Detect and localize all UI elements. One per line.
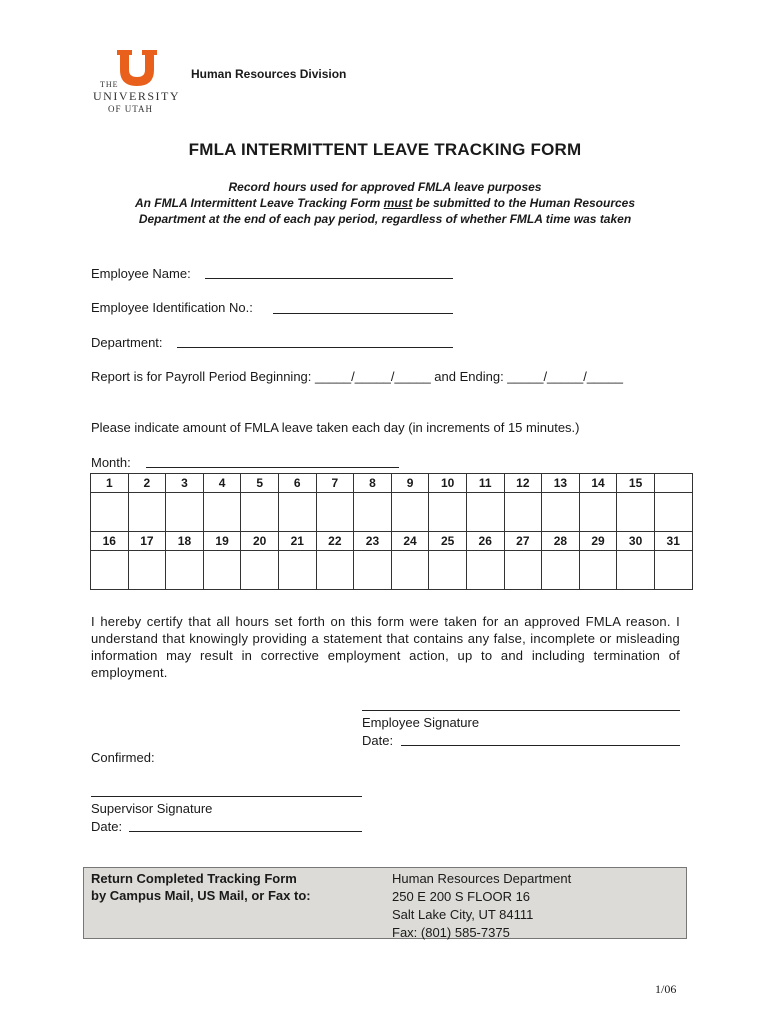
day-cell: 21	[278, 532, 316, 551]
return-address	[392, 870, 571, 942]
calendar-day-row	[91, 474, 693, 493]
division-name: Human Resources Division	[191, 67, 347, 81]
hours-entry-cell[interactable]	[354, 551, 392, 590]
hours-entry-cell[interactable]	[278, 493, 316, 532]
return-line-1: Return Completed Tracking Form	[91, 871, 297, 886]
supervisor-signature-label: Supervisor Signature	[91, 801, 213, 816]
hours-entry-cell[interactable]	[316, 551, 354, 590]
calendar-hours-row	[91, 493, 693, 532]
hours-entry-cell[interactable]	[504, 551, 542, 590]
hours-entry-cell[interactable]	[166, 551, 204, 590]
day-cell: 2	[128, 474, 166, 493]
return-dept: Human Resources Department	[392, 871, 572, 886]
day-cell: 3	[166, 474, 204, 493]
day-cell: 11	[466, 474, 504, 493]
form-subtitle-2: An FMLA Intermittent Leave Tracking Form must be submitted to the Human Resources	[134, 196, 636, 210]
form-title: FMLA INTERMITTENT LEAVE TRACKING FORM	[188, 140, 582, 159]
day-cell: 19	[203, 532, 241, 551]
hours-entry-cell[interactable]	[128, 551, 166, 590]
certification-text: I hereby certify that all hours set forth on this form were taken for an approved FMLA reason. I understand that knowingly providing a statement that contains any false, incomplete or misleading information may result in corrective employment action, up to and including termination of employment.	[91, 614, 680, 680]
hours-entry-cell[interactable]	[617, 551, 655, 590]
confirmed-label: Confirmed:	[91, 750, 155, 765]
hours-entry-cell[interactable]	[278, 551, 316, 590]
hours-entry-cell[interactable]	[316, 493, 354, 532]
return-line-2: by Campus Mail, US Mail, or Fax to:	[91, 888, 311, 903]
day-cell: 14	[579, 474, 617, 493]
return-instructions-heading	[91, 870, 311, 904]
employee-id-label: Employee Identification No.:	[91, 300, 253, 315]
logo-the-text: THE	[100, 80, 119, 89]
return-street: 250 E 200 S FLOOR 16	[392, 889, 531, 904]
payroll-period-field[interactable]: Report is for Payroll Period Beginning: _____/_____/_____ and Ending: _____/_____/_____	[91, 369, 623, 384]
day-cell: 5	[241, 474, 279, 493]
department-label: Department:	[91, 335, 163, 350]
day-cell: 9	[391, 474, 429, 493]
day-cell: 18	[166, 532, 204, 551]
hours-entry-cell[interactable]	[391, 551, 429, 590]
supervisor-date-field[interactable]	[129, 831, 362, 832]
day-cell: 6	[278, 474, 316, 493]
supervisor-signature-field[interactable]	[91, 796, 362, 797]
university-u-logo-icon	[117, 50, 157, 86]
hours-entry-cell[interactable]	[542, 551, 580, 590]
hours-entry-cell[interactable]	[391, 493, 429, 532]
hours-entry-cell[interactable]	[354, 493, 392, 532]
day-cell: 8	[354, 474, 392, 493]
day-cell: 7	[316, 474, 354, 493]
hours-entry-cell[interactable]	[203, 551, 241, 590]
hours-entry-cell[interactable]	[429, 493, 467, 532]
form-subtitle-1: Record hours used for approved FMLA leave purposes	[228, 180, 542, 194]
day-cell: 15	[617, 474, 655, 493]
hours-entry-cell[interactable]	[654, 493, 692, 532]
employee-signature-field[interactable]	[362, 710, 680, 711]
calendar-hours-row	[91, 551, 693, 590]
day-cell: 16	[91, 532, 129, 551]
day-cell: 25	[429, 532, 467, 551]
leave-calendar-table	[90, 473, 693, 590]
form-subtitle-3: Department at the end of each pay period, regardless of whether FMLA time was taken	[138, 212, 632, 226]
hours-entry-cell[interactable]	[466, 551, 504, 590]
hours-entry-cell[interactable]	[654, 551, 692, 590]
day-cell: 31	[654, 532, 692, 551]
hours-entry-cell[interactable]	[166, 493, 204, 532]
day-cell: 30	[617, 532, 655, 551]
day-cell: 29	[579, 532, 617, 551]
month-label: Month:	[91, 455, 131, 470]
hours-entry-cell[interactable]	[466, 493, 504, 532]
department-field[interactable]	[177, 347, 453, 348]
month-field[interactable]	[146, 467, 399, 468]
day-cell: 4	[203, 474, 241, 493]
supervisor-date-label: Date:	[91, 819, 123, 834]
day-cell: 23	[354, 532, 392, 551]
employee-signature-label: Employee Signature	[362, 715, 480, 730]
hours-entry-cell[interactable]	[579, 551, 617, 590]
hours-entry-cell[interactable]	[241, 551, 279, 590]
employee-date-label: Date:	[362, 733, 394, 748]
day-cell: 1	[91, 474, 129, 493]
hours-entry-cell[interactable]	[542, 493, 580, 532]
day-cell	[654, 474, 692, 493]
hours-entry-cell[interactable]	[617, 493, 655, 532]
day-cell: 10	[429, 474, 467, 493]
day-cell: 28	[542, 532, 580, 551]
day-cell: 26	[466, 532, 504, 551]
day-cell: 13	[542, 474, 580, 493]
form-version: 1/06	[655, 982, 677, 996]
day-cell: 12	[504, 474, 542, 493]
hours-entry-cell[interactable]	[203, 493, 241, 532]
employee-name-label: Employee Name:	[91, 266, 191, 281]
employee-name-field[interactable]	[205, 278, 453, 279]
day-cell: 22	[316, 532, 354, 551]
hours-entry-cell[interactable]	[91, 551, 129, 590]
hours-entry-cell[interactable]	[128, 493, 166, 532]
hours-entry-cell[interactable]	[241, 493, 279, 532]
employee-id-field[interactable]	[273, 313, 453, 314]
calendar-day-row	[91, 532, 693, 551]
instructions-text: Please indicate amount of FMLA leave taken each day (in increments of 15 minutes.)	[91, 420, 580, 435]
day-cell: 24	[391, 532, 429, 551]
day-cell: 27	[504, 532, 542, 551]
hours-entry-cell[interactable]	[579, 493, 617, 532]
return-fax: Fax: (801) 585-7375	[392, 925, 510, 940]
day-cell: 17	[128, 532, 166, 551]
hours-entry-cell[interactable]	[429, 551, 467, 590]
return-city: Salt Lake City, UT 84111	[392, 907, 534, 922]
day-cell: 20	[241, 532, 279, 551]
hours-entry-cell[interactable]	[91, 493, 129, 532]
logo-of-utah-text: OF UTAH	[108, 104, 154, 114]
hours-entry-cell[interactable]	[504, 493, 542, 532]
logo-university-text: UNIVERSITY	[93, 89, 180, 103]
employee-date-field[interactable]	[401, 745, 680, 746]
